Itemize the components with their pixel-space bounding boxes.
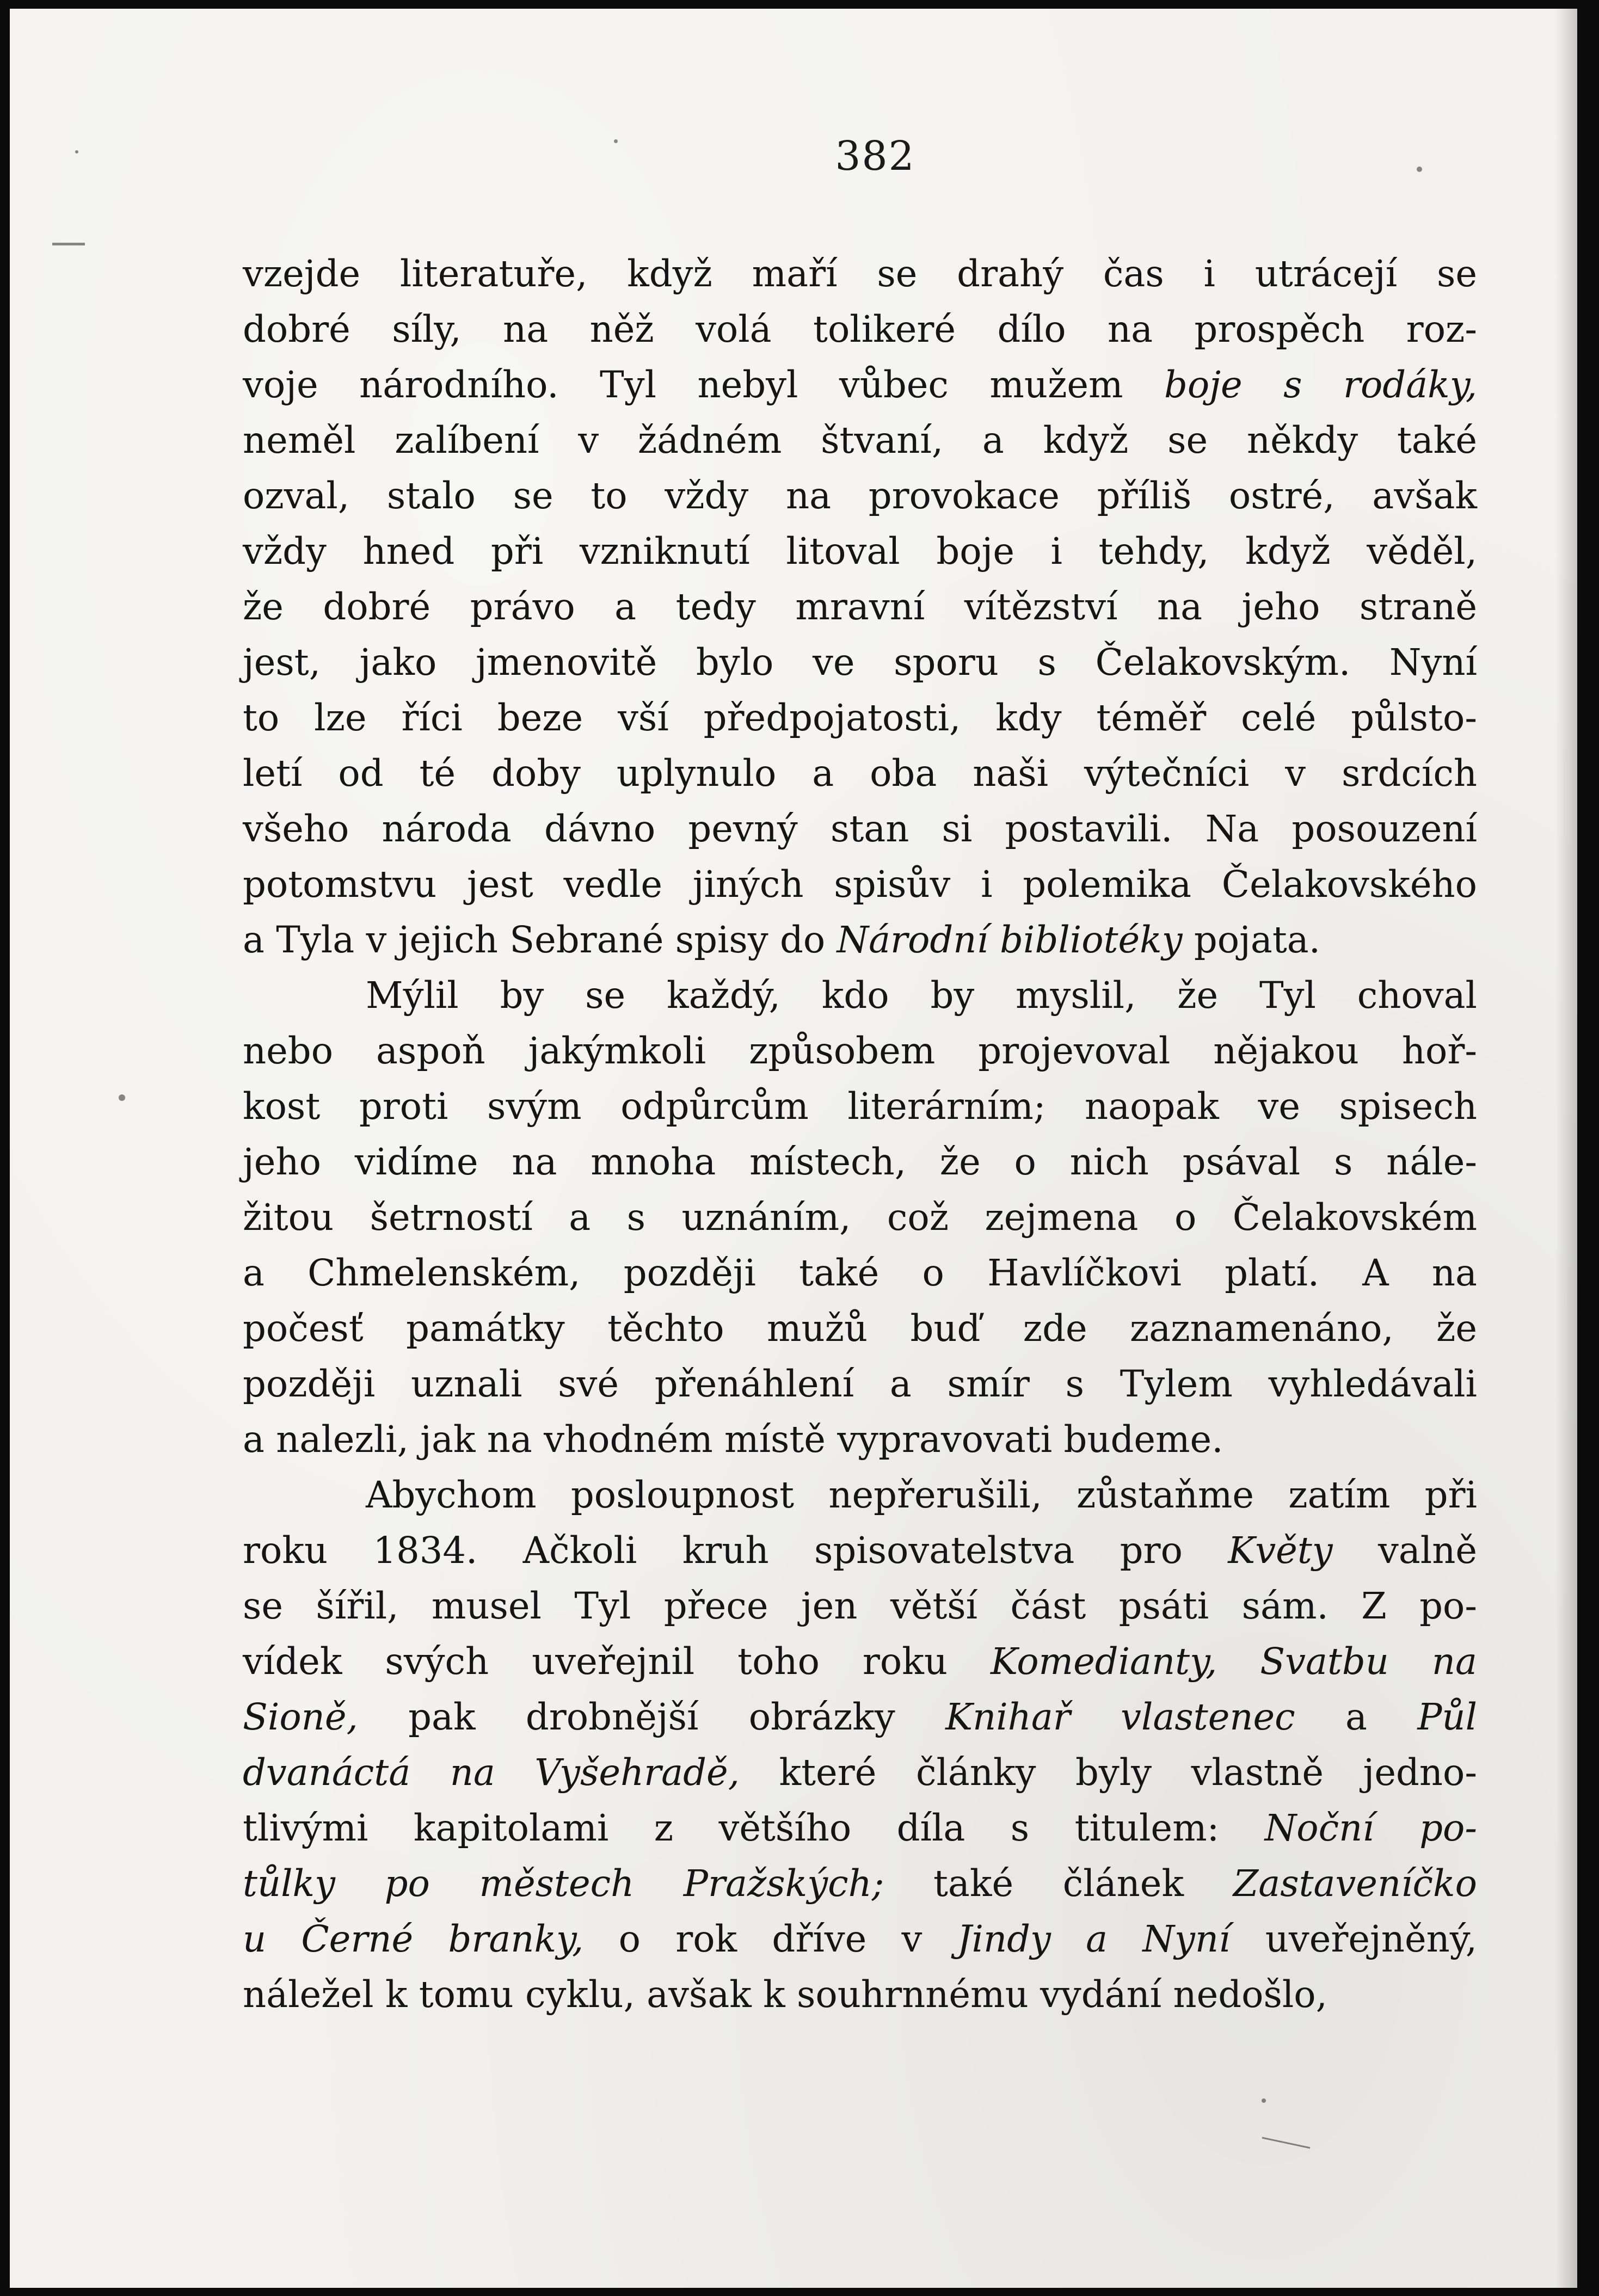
text-line — [243, 1967, 1477, 2022]
italic-title: Jindy a Nyní — [957, 1918, 1231, 1960]
italic-title: Sioně, — [243, 1696, 358, 1738]
text-line — [243, 1134, 1477, 1190]
text-run: a Tyla v jejich Sebrané spisy do — [243, 919, 837, 961]
text-run: to lze říci beze vší předpojatosti, kdy téměř celé půlsto- — [243, 697, 1477, 739]
book-page — [10, 9, 1577, 2288]
text-line — [243, 1301, 1477, 1356]
text-run: a — [1295, 1696, 1418, 1738]
text-run: uveřejněný, — [1230, 1918, 1478, 1960]
scan-speck — [75, 150, 78, 153]
text-line — [243, 1800, 1477, 1856]
text-run: počesť památky těchto mužů buď zde zaznamenáno, že — [243, 1307, 1477, 1350]
text-run: dobré síly, na něž volá tolikeré dílo na prospěch roz- — [243, 308, 1477, 350]
text-run: všeho národa dávno pevný stan si postavili. Na posouzení — [243, 808, 1477, 850]
text-line — [243, 1689, 1477, 1745]
text-line — [243, 1578, 1477, 1634]
italic-title: Národní bibliotéky — [837, 919, 1183, 961]
scan-speck — [1417, 167, 1422, 172]
text-line — [243, 357, 1477, 413]
text-line — [243, 912, 1477, 968]
text-run: nebo aspoň jakýmkoli způsobem projevoval nějakou hoř- — [243, 1030, 1477, 1072]
italic-title: Zastaveníčko — [1233, 1862, 1477, 1905]
text-line — [243, 801, 1477, 857]
text-run: ozval, stalo se to vždy na provokace příliš ostré, avšak — [243, 475, 1477, 517]
text-run: náležel k tomu cyklu, avšak k souhrnnému vydání nedošlo, — [243, 1973, 1327, 2016]
text-run: potomstvu jest vedle jiných spisův i polemika Čelakovského — [243, 863, 1477, 906]
page-edge-shadow — [1555, 9, 1577, 2288]
text-run: roku 1834. Ačkoli kruh spisovatelstva pro — [243, 1529, 1228, 1572]
text-run: které články byly vlastně jedno- — [739, 1751, 1477, 1794]
italic-title: Noční po- — [1264, 1807, 1477, 1849]
text-run: vzejde literatuře, když maří se drahý čas i utrácejí se — [243, 253, 1477, 295]
text-run: že dobré právo a tedy mravní vítězství na jeho straně — [243, 586, 1477, 628]
scan-mark — [1262, 2137, 1311, 2149]
text-line — [243, 1467, 1477, 1523]
text-line — [243, 857, 1477, 912]
body-text — [243, 246, 1477, 2022]
text-run: kost proti svým odpůrcům literárním; naopak ve spisech — [243, 1085, 1477, 1128]
text-line — [243, 1190, 1477, 1245]
text-line — [243, 1745, 1477, 1800]
text-line — [243, 246, 1477, 301]
text-run: letí od té doby uplynulo a oba naši výtečníci v srdcích — [243, 752, 1477, 795]
text-run: jeho vidíme na mnoha místech, že o nich psával s nále- — [243, 1141, 1477, 1183]
text-line — [243, 468, 1477, 524]
text-line — [243, 1412, 1477, 1467]
text-run: jest, jako jmenovitě bylo ve sporu s Čelakovským. Nyní — [243, 641, 1477, 684]
italic-title: tůlky po městech Pražských; — [243, 1862, 884, 1905]
text-line — [243, 413, 1477, 468]
text-run: také článek — [884, 1862, 1233, 1905]
scan-speck — [119, 1094, 125, 1101]
text-line — [243, 746, 1477, 801]
text-line — [243, 1023, 1477, 1079]
text-run: vídek svých uveřejnil toho roku — [243, 1640, 991, 1683]
text-line — [243, 524, 1477, 579]
text-line — [243, 1245, 1477, 1301]
scan-speck — [614, 139, 618, 143]
text-run: vždy hned při vzniknutí litoval boje i tehdy, když věděl, — [243, 530, 1477, 573]
text-run: se šířil, musel Tyl přece jen větší část psáti sám. Z po- — [243, 1585, 1477, 1627]
text-run: Abychom posloupnost nepřerušili, zůstaňme zatím při — [366, 1474, 1477, 1516]
text-run: pak drobnější obrázky — [358, 1696, 946, 1738]
text-run: o rok dříve v — [583, 1918, 957, 1960]
italic-title: Knihař vlastenec — [945, 1696, 1295, 1738]
text-line — [243, 1911, 1477, 1967]
text-line — [243, 1079, 1477, 1134]
text-run: Mýlil by se každý, kdo by myslil, že Tyl choval — [366, 974, 1477, 1017]
text-run: pojata. — [1182, 919, 1321, 961]
text-line — [243, 1356, 1477, 1412]
text-line — [243, 1634, 1477, 1689]
text-line — [243, 1523, 1477, 1578]
scan-speck — [1262, 2098, 1266, 2103]
text-line — [243, 301, 1477, 357]
text-run: žitou šetrností a s uznáním, což zejmena o Čelakovském — [243, 1196, 1477, 1239]
text-run: valně — [1332, 1529, 1477, 1572]
italic-title: Půl — [1417, 1696, 1478, 1738]
text-run: voje národního. Tyl nebyl vůbec mužem — [243, 364, 1165, 406]
text-run: neměl zalíbení v žádném štvaní, a když se někdy také — [243, 419, 1477, 461]
text-line — [243, 1856, 1477, 1911]
text-run: tlivými kapitolami z většího díla s titulem: — [243, 1807, 1265, 1849]
text-run: a nalezli, jak na vhodném místě vypravovati budeme. — [243, 1418, 1223, 1461]
italic-title: u Černé branky, — [243, 1918, 584, 1960]
italic-title: Komedianty, Svatbu na — [990, 1640, 1477, 1683]
text-line — [243, 635, 1477, 690]
text-line — [243, 579, 1477, 635]
page-number: 382 — [835, 133, 915, 180]
text-line — [243, 690, 1477, 746]
text-run: a Chmelenském, později také o Havlíčkovi platí. A na — [243, 1252, 1477, 1294]
scan-mark — [52, 243, 85, 245]
italic-title: boje s rodáky, — [1164, 364, 1477, 406]
text-line — [243, 968, 1477, 1023]
text-run: později uznali své přenáhlení a smír s Tylem vyhledávali — [243, 1363, 1477, 1405]
italic-title: dvanáctá na Vyšehradě, — [243, 1751, 740, 1794]
italic-title: Květy — [1228, 1529, 1333, 1572]
